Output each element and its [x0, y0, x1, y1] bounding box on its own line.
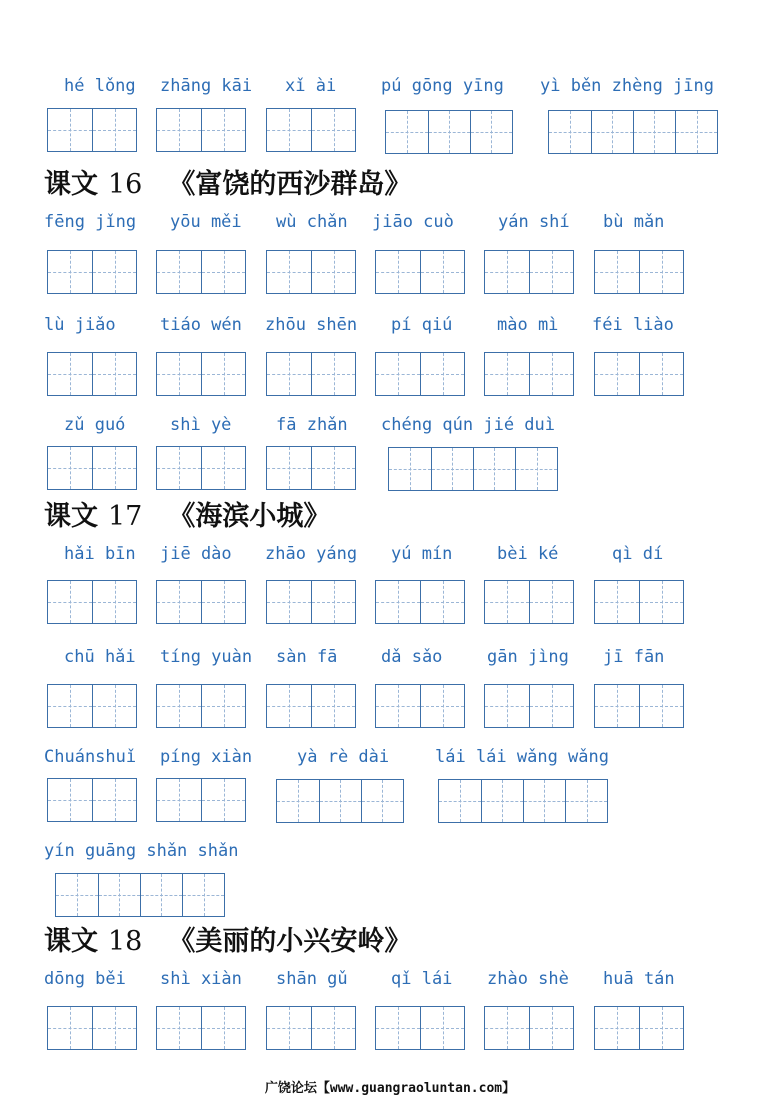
writing-grid[interactable]: [156, 778, 246, 822]
pinyin-label: yín guāng shǎn shǎn: [44, 841, 239, 861]
writing-grid[interactable]: [594, 352, 684, 396]
pinyin-label: chū hǎi: [64, 647, 136, 667]
writing-grid[interactable]: [594, 580, 684, 624]
writing-grid[interactable]: [47, 352, 137, 396]
writing-grid[interactable]: [47, 778, 137, 822]
pinyin-label: yán shí: [498, 212, 570, 232]
writing-grid[interactable]: [438, 779, 608, 823]
writing-grid[interactable]: [156, 684, 246, 728]
writing-grid[interactable]: [484, 250, 574, 294]
writing-grid[interactable]: [55, 873, 225, 917]
pinyin-label: chéng qún jié duì: [381, 415, 555, 435]
writing-grid[interactable]: [594, 250, 684, 294]
writing-grid[interactable]: [388, 447, 558, 491]
writing-grid[interactable]: [385, 110, 513, 154]
pinyin-label: qì dí: [612, 544, 664, 564]
writing-grid[interactable]: [47, 684, 137, 728]
writing-grid[interactable]: [156, 580, 246, 624]
pinyin-label: zhāng kāi: [160, 76, 253, 96]
pinyin-label: shān gǔ: [276, 969, 348, 989]
writing-grid[interactable]: [47, 250, 137, 294]
pinyin-label: pú gōng yīng: [381, 76, 504, 96]
writing-grid[interactable]: [484, 1006, 574, 1050]
pinyin-label: sàn fā: [276, 647, 338, 667]
pinyin-label: jī fān: [603, 647, 665, 667]
pinyin-label: yōu měi: [170, 212, 242, 232]
writing-grid[interactable]: [484, 580, 574, 624]
writing-grid[interactable]: [47, 580, 137, 624]
pinyin-label: yú mín: [391, 544, 453, 564]
writing-grid[interactable]: [156, 446, 246, 490]
writing-grid[interactable]: [266, 250, 356, 294]
pinyin-label: féi liào: [592, 315, 674, 335]
pinyin-label: pí qiú: [391, 315, 453, 335]
writing-grid[interactable]: [266, 352, 356, 396]
pinyin-label: jiē dào: [160, 544, 232, 564]
writing-grid[interactable]: [276, 779, 404, 823]
pinyin-label: fēng jǐng: [44, 212, 137, 232]
writing-grid[interactable]: [375, 1006, 465, 1050]
writing-grid[interactable]: [375, 352, 465, 396]
pinyin-label: shì yè: [170, 415, 232, 435]
lesson-title: 课文 17 《海滨小城》: [44, 501, 331, 532]
pinyin-label: gān jìng: [487, 647, 569, 667]
pinyin-label: fā zhǎn: [276, 415, 348, 435]
writing-grid[interactable]: [47, 446, 137, 490]
writing-grid[interactable]: [266, 446, 356, 490]
pinyin-label: tíng yuàn: [160, 647, 253, 667]
pinyin-label: yà rè dài: [297, 747, 390, 767]
writing-grid[interactable]: [266, 1006, 356, 1050]
writing-grid[interactable]: [594, 1006, 684, 1050]
pinyin-label: dōng běi: [44, 969, 126, 989]
writing-grid[interactable]: [375, 684, 465, 728]
lesson-title: 课文 18 《美丽的小兴安岭》: [44, 926, 412, 957]
writing-grid[interactable]: [156, 1006, 246, 1050]
pinyin-label: tiáo wén: [160, 315, 242, 335]
writing-grid[interactable]: [47, 1006, 137, 1050]
writing-grid[interactable]: [375, 250, 465, 294]
pinyin-label: jiāo cuò: [372, 212, 454, 232]
pinyin-label: bèi ké: [497, 544, 559, 564]
pinyin-label: lái lái wǎng wǎng: [435, 747, 609, 767]
pinyin-label: bù mǎn: [603, 212, 665, 232]
pinyin-label: shì xiàn: [160, 969, 242, 989]
writing-grid[interactable]: [484, 684, 574, 728]
pinyin-label: zǔ guó: [64, 415, 126, 435]
pinyin-label: wù chǎn: [276, 212, 348, 232]
writing-grid[interactable]: [375, 580, 465, 624]
writing-grid[interactable]: [47, 108, 137, 152]
writing-grid[interactable]: [548, 110, 718, 154]
pinyin-label: zhōu shēn: [265, 315, 358, 335]
writing-grid[interactable]: [156, 250, 246, 294]
pinyin-label: zhào shè: [487, 969, 569, 989]
pinyin-label: huā tán: [603, 969, 675, 989]
pinyin-label: zhāo yáng: [265, 544, 358, 564]
pinyin-label: mào mì: [497, 315, 559, 335]
writing-grid[interactable]: [266, 108, 356, 152]
pinyin-label: xǐ ài: [285, 76, 337, 96]
pinyin-label: dǎ sǎo: [381, 647, 443, 667]
pinyin-label: Chuánshuǐ: [44, 747, 137, 767]
lesson-title: 课文 16 《富饶的西沙群岛》: [44, 169, 412, 200]
pinyin-label: hǎi bīn: [64, 544, 136, 564]
writing-grid[interactable]: [266, 580, 356, 624]
pinyin-label: píng xiàn: [160, 747, 253, 767]
writing-grid[interactable]: [266, 684, 356, 728]
writing-grid[interactable]: [594, 684, 684, 728]
pinyin-label: yì běn zhèng jīng: [540, 76, 714, 96]
pinyin-label: lù jiǎo: [44, 315, 116, 335]
pinyin-label: qǐ lái: [391, 969, 453, 989]
page-footer: 广饶论坛【www.guangraoluntan.com】: [264, 1081, 516, 1096]
writing-grid[interactable]: [484, 352, 574, 396]
writing-grid[interactable]: [156, 108, 246, 152]
pinyin-label: hé lǒng: [64, 76, 136, 96]
writing-grid[interactable]: [156, 352, 246, 396]
